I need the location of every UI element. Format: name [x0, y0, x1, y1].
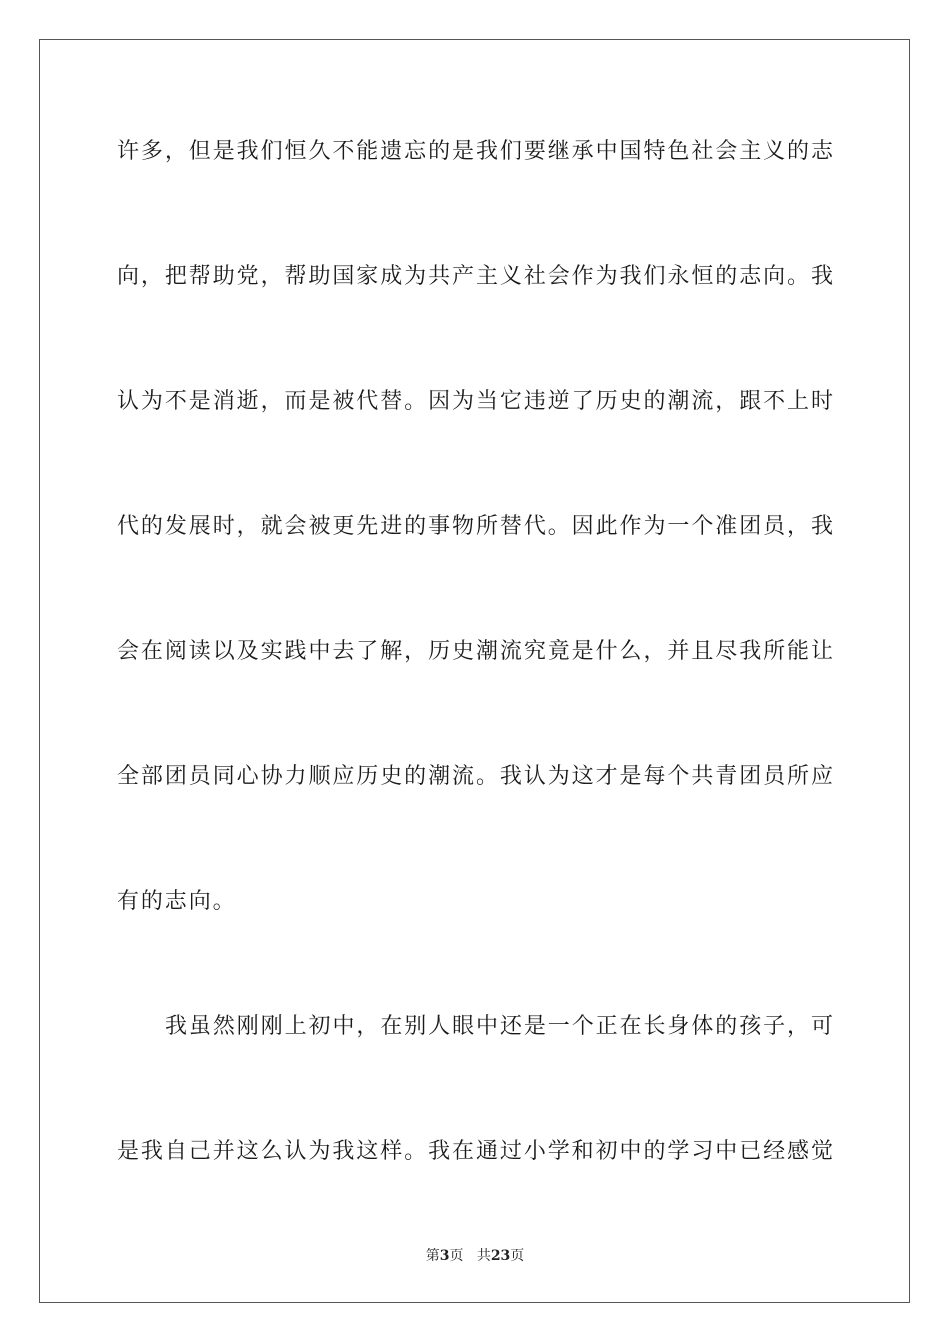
- paragraph-first-line: 我虽然刚刚上初中，在别人眼中还是一个正在长身体的孩子，可: [165, 1014, 833, 1039]
- total-suffix: 页: [510, 1248, 525, 1264]
- body-text-line: 认为不是消逝，而是被代替。因为当它违逆了历史的潮流，跟不上时: [117, 389, 833, 414]
- total-page-count: 23: [490, 1248, 511, 1264]
- body-text-line: 向，把帮助党，帮助国家成为共产主义社会作为我们永恒的志向。我: [117, 264, 833, 289]
- body-text-line: 全部团员同心协力顺应历史的潮流。我认为这才是每个共青团员所应: [117, 764, 833, 789]
- current-page-number: 3: [439, 1248, 450, 1264]
- body-text-line: 会在阅读以及实践中去了解，历史潮流究竟是什么，并且尽我所能让: [117, 639, 833, 664]
- page-footer: [0, 1246, 950, 1266]
- body-text-line: 有的志向。: [117, 889, 237, 914]
- body-text-line: 是我自己并这么认为我这样。我在通过小学和初中的学习中已经感觉: [117, 1139, 833, 1164]
- page-prefix: 第: [425, 1248, 440, 1264]
- page-suffix: 页: [449, 1248, 464, 1264]
- body-text-line: 许多，但是我们恒久不能遗忘的是我们要继承中国特色社会主义的志: [117, 139, 833, 164]
- page-frame: [39, 39, 910, 1303]
- body-text-line: 代的发展时，就会被更先进的事物所替代。因此作为一个准团员，我: [117, 514, 833, 539]
- total-prefix: 共: [476, 1248, 491, 1264]
